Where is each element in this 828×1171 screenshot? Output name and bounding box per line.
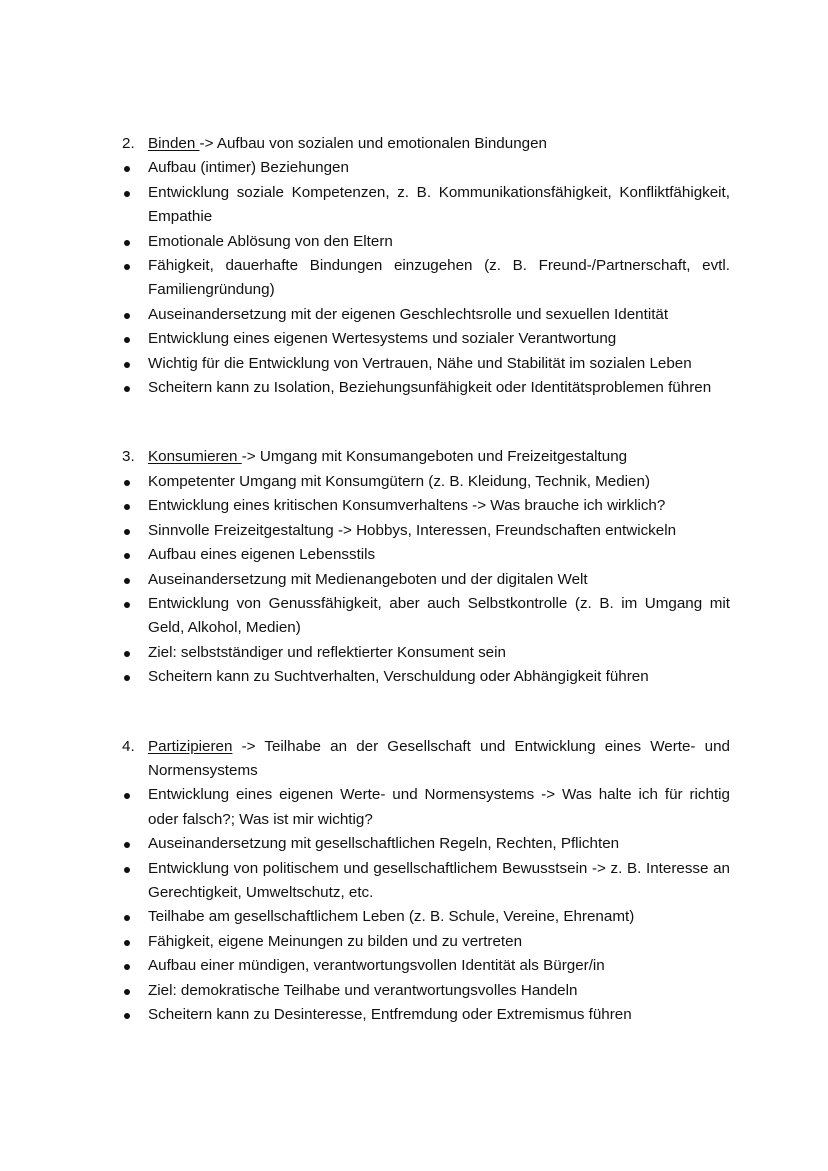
list-item bbox=[118, 303, 730, 327]
list-item bbox=[118, 592, 730, 641]
bullet-icon bbox=[124, 480, 130, 486]
list-item-text: Entwicklung eines eigenen Wertesystems und sozialer Verantwortung bbox=[148, 330, 617, 348]
section-keyword: Konsumieren bbox=[148, 448, 242, 466]
list-item-text: Auseinandersetzung mit Medienangeboten und der digitalen Welt bbox=[148, 570, 588, 588]
bullet-icon bbox=[124, 240, 130, 246]
list-item bbox=[118, 930, 730, 954]
list-item-text: Fähigkeit, dauerhafte Bindungen einzugehen (z. B. Freund-/Partnerschaft, evtl. Familiengründung) bbox=[148, 257, 730, 299]
list-item-text: Entwicklung von Genussfähigkeit, aber auch Selbstkontrolle (z. B. im Umgang mit Geld, Alkohol, Medien) bbox=[148, 594, 730, 637]
list-item-text: Entwicklung eines eigenen Werte- und Normensystems -> Was halte ich für richtig oder falsch?; Was ist mir wichtig? bbox=[148, 786, 730, 828]
list-item-text: Emotionale Ablösung von den Eltern bbox=[148, 232, 393, 250]
section-heading bbox=[118, 735, 730, 784]
bullet-icon bbox=[124, 386, 130, 392]
bullet-icon bbox=[124, 264, 130, 270]
section-heading bbox=[118, 132, 730, 156]
section-binden bbox=[118, 132, 730, 400]
section-heading-text: -> Umgang mit Konsumangeboten und Freizeitgestaltung bbox=[241, 448, 628, 466]
bullet-icon bbox=[124, 166, 130, 172]
bullet-icon bbox=[124, 337, 130, 343]
list-item bbox=[118, 230, 730, 254]
list-item-text: Aufbau (intimer) Beziehungen bbox=[148, 159, 349, 177]
document-body bbox=[118, 132, 730, 1027]
list-item-text: Scheitern kann zu Suchtverhalten, Verschuldung oder Abhängigkeit führen bbox=[148, 668, 649, 686]
list-item bbox=[118, 470, 730, 494]
list-item-text: Teilhabe am gesellschaftlichem Leben (z. B. Schule, Vereine, Ehrenamt) bbox=[148, 908, 635, 926]
section-number: 3. bbox=[122, 448, 135, 466]
list-item bbox=[118, 979, 730, 1003]
bullet-icon bbox=[124, 793, 130, 799]
bullet-icon bbox=[124, 553, 130, 559]
bullet-icon bbox=[124, 867, 130, 873]
list-item bbox=[118, 327, 730, 351]
list-item bbox=[118, 181, 730, 230]
list-item bbox=[118, 1003, 730, 1027]
bullet-icon bbox=[124, 191, 130, 197]
list-item-text: Aufbau einer mündigen, verantwortungsvollen Identität als Bürger/in bbox=[148, 957, 605, 975]
list-item-text: Fähigkeit, eigene Meinungen zu bilden und zu vertreten bbox=[148, 932, 523, 950]
bullet-icon bbox=[124, 651, 130, 657]
bullet-icon bbox=[124, 989, 130, 995]
bullet-icon bbox=[124, 940, 130, 946]
section-heading bbox=[118, 445, 730, 469]
list-item-text: Auseinandersetzung mit der eigenen Geschlechtsrolle und sexuellen Identität bbox=[148, 305, 669, 323]
bullet-icon bbox=[124, 964, 130, 970]
section-keyword: Partizipieren bbox=[148, 737, 233, 755]
section-partizipieren bbox=[118, 735, 730, 1028]
list-item-text: Ziel: demokratische Teilhabe und verantwortungsvolles Handeln bbox=[148, 981, 578, 999]
list-item bbox=[118, 352, 730, 376]
list-item bbox=[118, 641, 730, 665]
bullet-icon bbox=[124, 578, 130, 584]
list-item bbox=[118, 905, 730, 929]
list-item-text: Aufbau eines eigenen Lebensstils bbox=[148, 546, 376, 564]
section-number: 2. bbox=[122, 135, 135, 152]
bullet-icon bbox=[124, 362, 130, 368]
list-item-text: Wichtig für die Entwicklung von Vertrauen, Nähe und Stabilität im sozialen Leben bbox=[148, 354, 692, 372]
list-item-text: Entwicklung von politischem und gesellschaftlichem Bewusstsein -> z. B. Interesse an Gerechtigkeit, Umweltschutz, etc. bbox=[148, 859, 730, 901]
bullet-icon bbox=[124, 842, 130, 848]
list-item-text: Scheitern kann zu Isolation, Beziehungsunfähigkeit oder Identitätsproblemen führen bbox=[148, 379, 712, 397]
section-keyword: Binden bbox=[148, 135, 200, 152]
list-item bbox=[118, 543, 730, 567]
list-item-text: Entwicklung soziale Kompetenzen, z. B. Kommunikationsfähigkeit, Konfliktfähigkeit, Empathie bbox=[148, 183, 730, 226]
section-konsumieren bbox=[118, 445, 730, 689]
bullet-icon bbox=[124, 602, 130, 608]
list-item bbox=[118, 832, 730, 856]
list-item-text: Kompetenter Umgang mit Konsumgütern (z. B. Kleidung, Technik, Medien) bbox=[148, 472, 651, 490]
bullet-icon bbox=[124, 675, 130, 681]
list-item-text: Sinnvolle Freizeitgestaltung -> Hobbys, Interessen, Freundschaften entwickeln bbox=[148, 521, 677, 539]
list-item bbox=[118, 783, 730, 832]
list-item bbox=[118, 857, 730, 906]
list-item bbox=[118, 665, 730, 689]
bullet-icon bbox=[124, 313, 130, 319]
bullet-icon bbox=[124, 504, 130, 510]
list-item-text: Scheitern kann zu Desinteresse, Entfremdung oder Extremismus führen bbox=[148, 1006, 632, 1023]
list-item-text: Ziel: selbstständiger und reflektierter Konsument sein bbox=[148, 643, 506, 661]
list-item bbox=[118, 568, 730, 592]
list-item-text: Auseinandersetzung mit gesellschaftlichen Regeln, Rechten, Pflichten bbox=[148, 835, 620, 853]
list-item bbox=[118, 494, 730, 518]
list-item-text: Entwicklung eines kritischen Konsumverhaltens -> Was brauche ich wirklich? bbox=[148, 497, 666, 515]
bullet-icon bbox=[124, 529, 130, 535]
bullet-icon bbox=[124, 1013, 130, 1019]
list-item bbox=[118, 376, 730, 400]
section-number: 4. bbox=[122, 737, 135, 755]
list-item bbox=[118, 254, 730, 303]
list-item bbox=[118, 156, 730, 180]
section-heading-text: -> Aufbau von sozialen und emotionalen Bindungen bbox=[199, 135, 547, 152]
list-item bbox=[118, 519, 730, 543]
list-item bbox=[118, 954, 730, 978]
section-heading-text: -> Teilhabe an der Gesellschaft und Entwicklung eines Werte- und Normensystems bbox=[148, 737, 730, 779]
bullet-icon bbox=[124, 915, 130, 921]
